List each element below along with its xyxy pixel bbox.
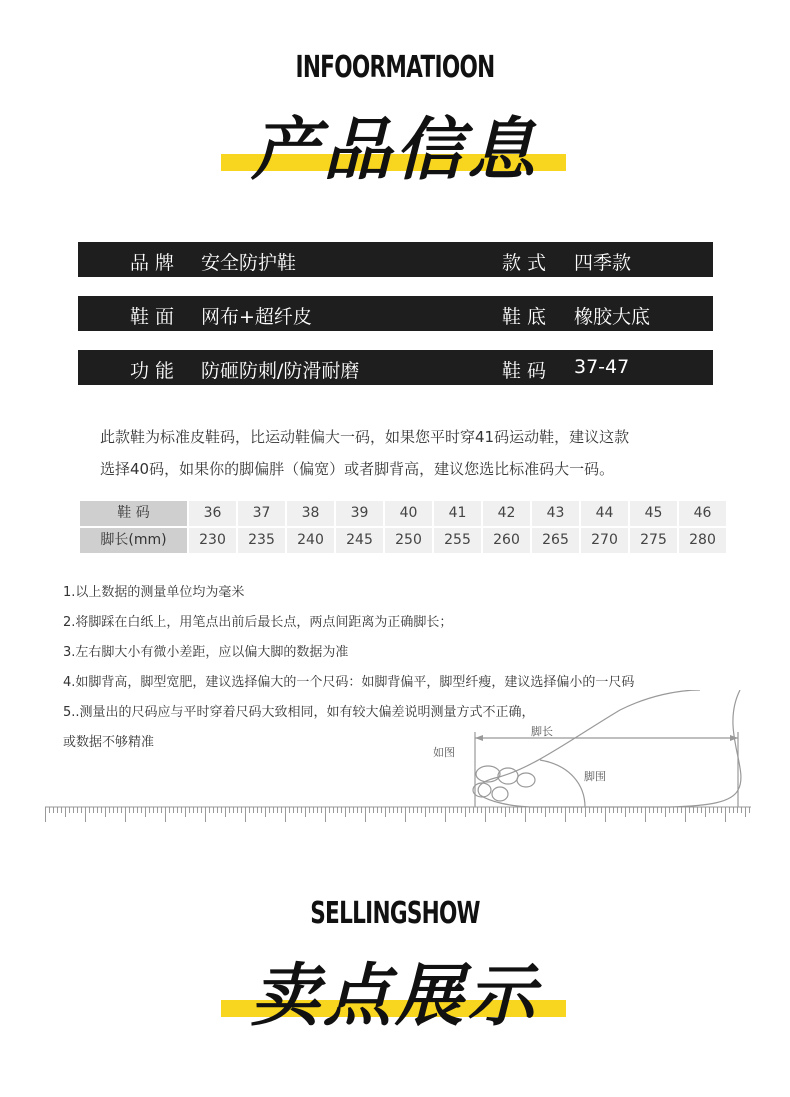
size-cell: 37 — [238, 501, 285, 526]
info-value: 安全防护鞋 — [201, 252, 297, 274]
info-value: 网布+超纤皮 — [201, 306, 312, 328]
size-cell: 44 — [581, 501, 628, 526]
note-4: 4.如脚背高，脚型宽肥，建议选择偏大的一个尺码：如脚背偏平，脚型纤瘦，建议选择偏小的一尺码 — [63, 675, 635, 690]
section-title-cn-2: 卖点展示 — [250, 957, 539, 1036]
length-cell: 270 — [581, 528, 628, 553]
diagram-length-label: 脚长 — [531, 725, 553, 738]
note-2: 2.将脚踩在白纸上，用笔点出前后最长点，两点间距离为正确脚长； — [63, 615, 453, 630]
size-cell: 46 — [679, 501, 726, 526]
length-table-header: 脚长(mm) — [80, 528, 187, 553]
length-cell: 235 — [238, 528, 285, 553]
length-cell: 275 — [630, 528, 677, 553]
info-row-function — [78, 350, 713, 385]
length-cell: 260 — [483, 528, 530, 553]
size-cell: 43 — [532, 501, 579, 526]
note-3: 3.左右脚大小有微小差距，应以偏大脚的数据为准 — [63, 645, 349, 660]
size-cell: 36 — [189, 501, 236, 526]
size-table-row-length — [80, 528, 717, 553]
section-title-cn: 产品信息 — [250, 111, 539, 190]
note-5: 5..测量出的尺码应与平时穿着尺码大致相同，如有较大偏差说明测量方式不正确， — [63, 705, 535, 720]
size-cell: 39 — [336, 501, 383, 526]
info-row-upper — [78, 296, 713, 331]
info-label: 品 牌 — [130, 252, 175, 274]
section-title-en-2: SELLINGSHOW — [310, 896, 480, 931]
size-cell: 41 — [434, 501, 481, 526]
info-label: 款 式 — [502, 252, 547, 274]
size-advice-line-1: 此款鞋为标准皮鞋码，比运动鞋偏大一码，如果您平时穿41码运动鞋，建议这款 — [100, 428, 630, 446]
info-value: 橡胶大底 — [574, 306, 651, 328]
length-cell: 230 — [189, 528, 236, 553]
length-cell: 240 — [287, 528, 334, 553]
section-title-en: INFOORMATIOON — [295, 50, 495, 85]
size-cell: 42 — [483, 501, 530, 526]
size-cell: 45 — [630, 501, 677, 526]
size-cell: 40 — [385, 501, 432, 526]
note-1: 1.以上数据的测量单位均为毫米 — [63, 585, 245, 600]
size-advice-line-2: 选择40码，如果你的脚偏胖（偏宽）或者脚背高，建议您选比标准码大一码。 — [100, 460, 615, 478]
length-cell: 250 — [385, 528, 432, 553]
size-cell: 38 — [287, 501, 334, 526]
size-table-row-size — [80, 501, 717, 526]
length-cell: 280 — [679, 528, 726, 553]
ruler-graphic — [45, 806, 751, 824]
info-value: 四季款 — [574, 252, 632, 274]
info-row-brand — [78, 242, 713, 277]
diagram-example-label: 如图 — [433, 746, 455, 759]
length-cell: 255 — [434, 528, 481, 553]
diagram-girth-label: 脚围 — [584, 770, 606, 783]
info-label: 功 能 — [130, 360, 175, 382]
info-label: 鞋 面 — [130, 306, 175, 328]
info-value: 防砸防刺/防滑耐磨 — [201, 360, 360, 382]
info-value: 37-47 — [574, 356, 630, 378]
length-cell: 245 — [336, 528, 383, 553]
info-label: 鞋 底 — [502, 306, 547, 328]
size-table-header: 鞋 码 — [80, 501, 187, 526]
info-label: 鞋 码 — [502, 360, 547, 382]
foot-diagram-illustration — [420, 690, 760, 815]
note-5-cont: 或数据不够精准 — [63, 735, 155, 750]
length-cell: 265 — [532, 528, 579, 553]
